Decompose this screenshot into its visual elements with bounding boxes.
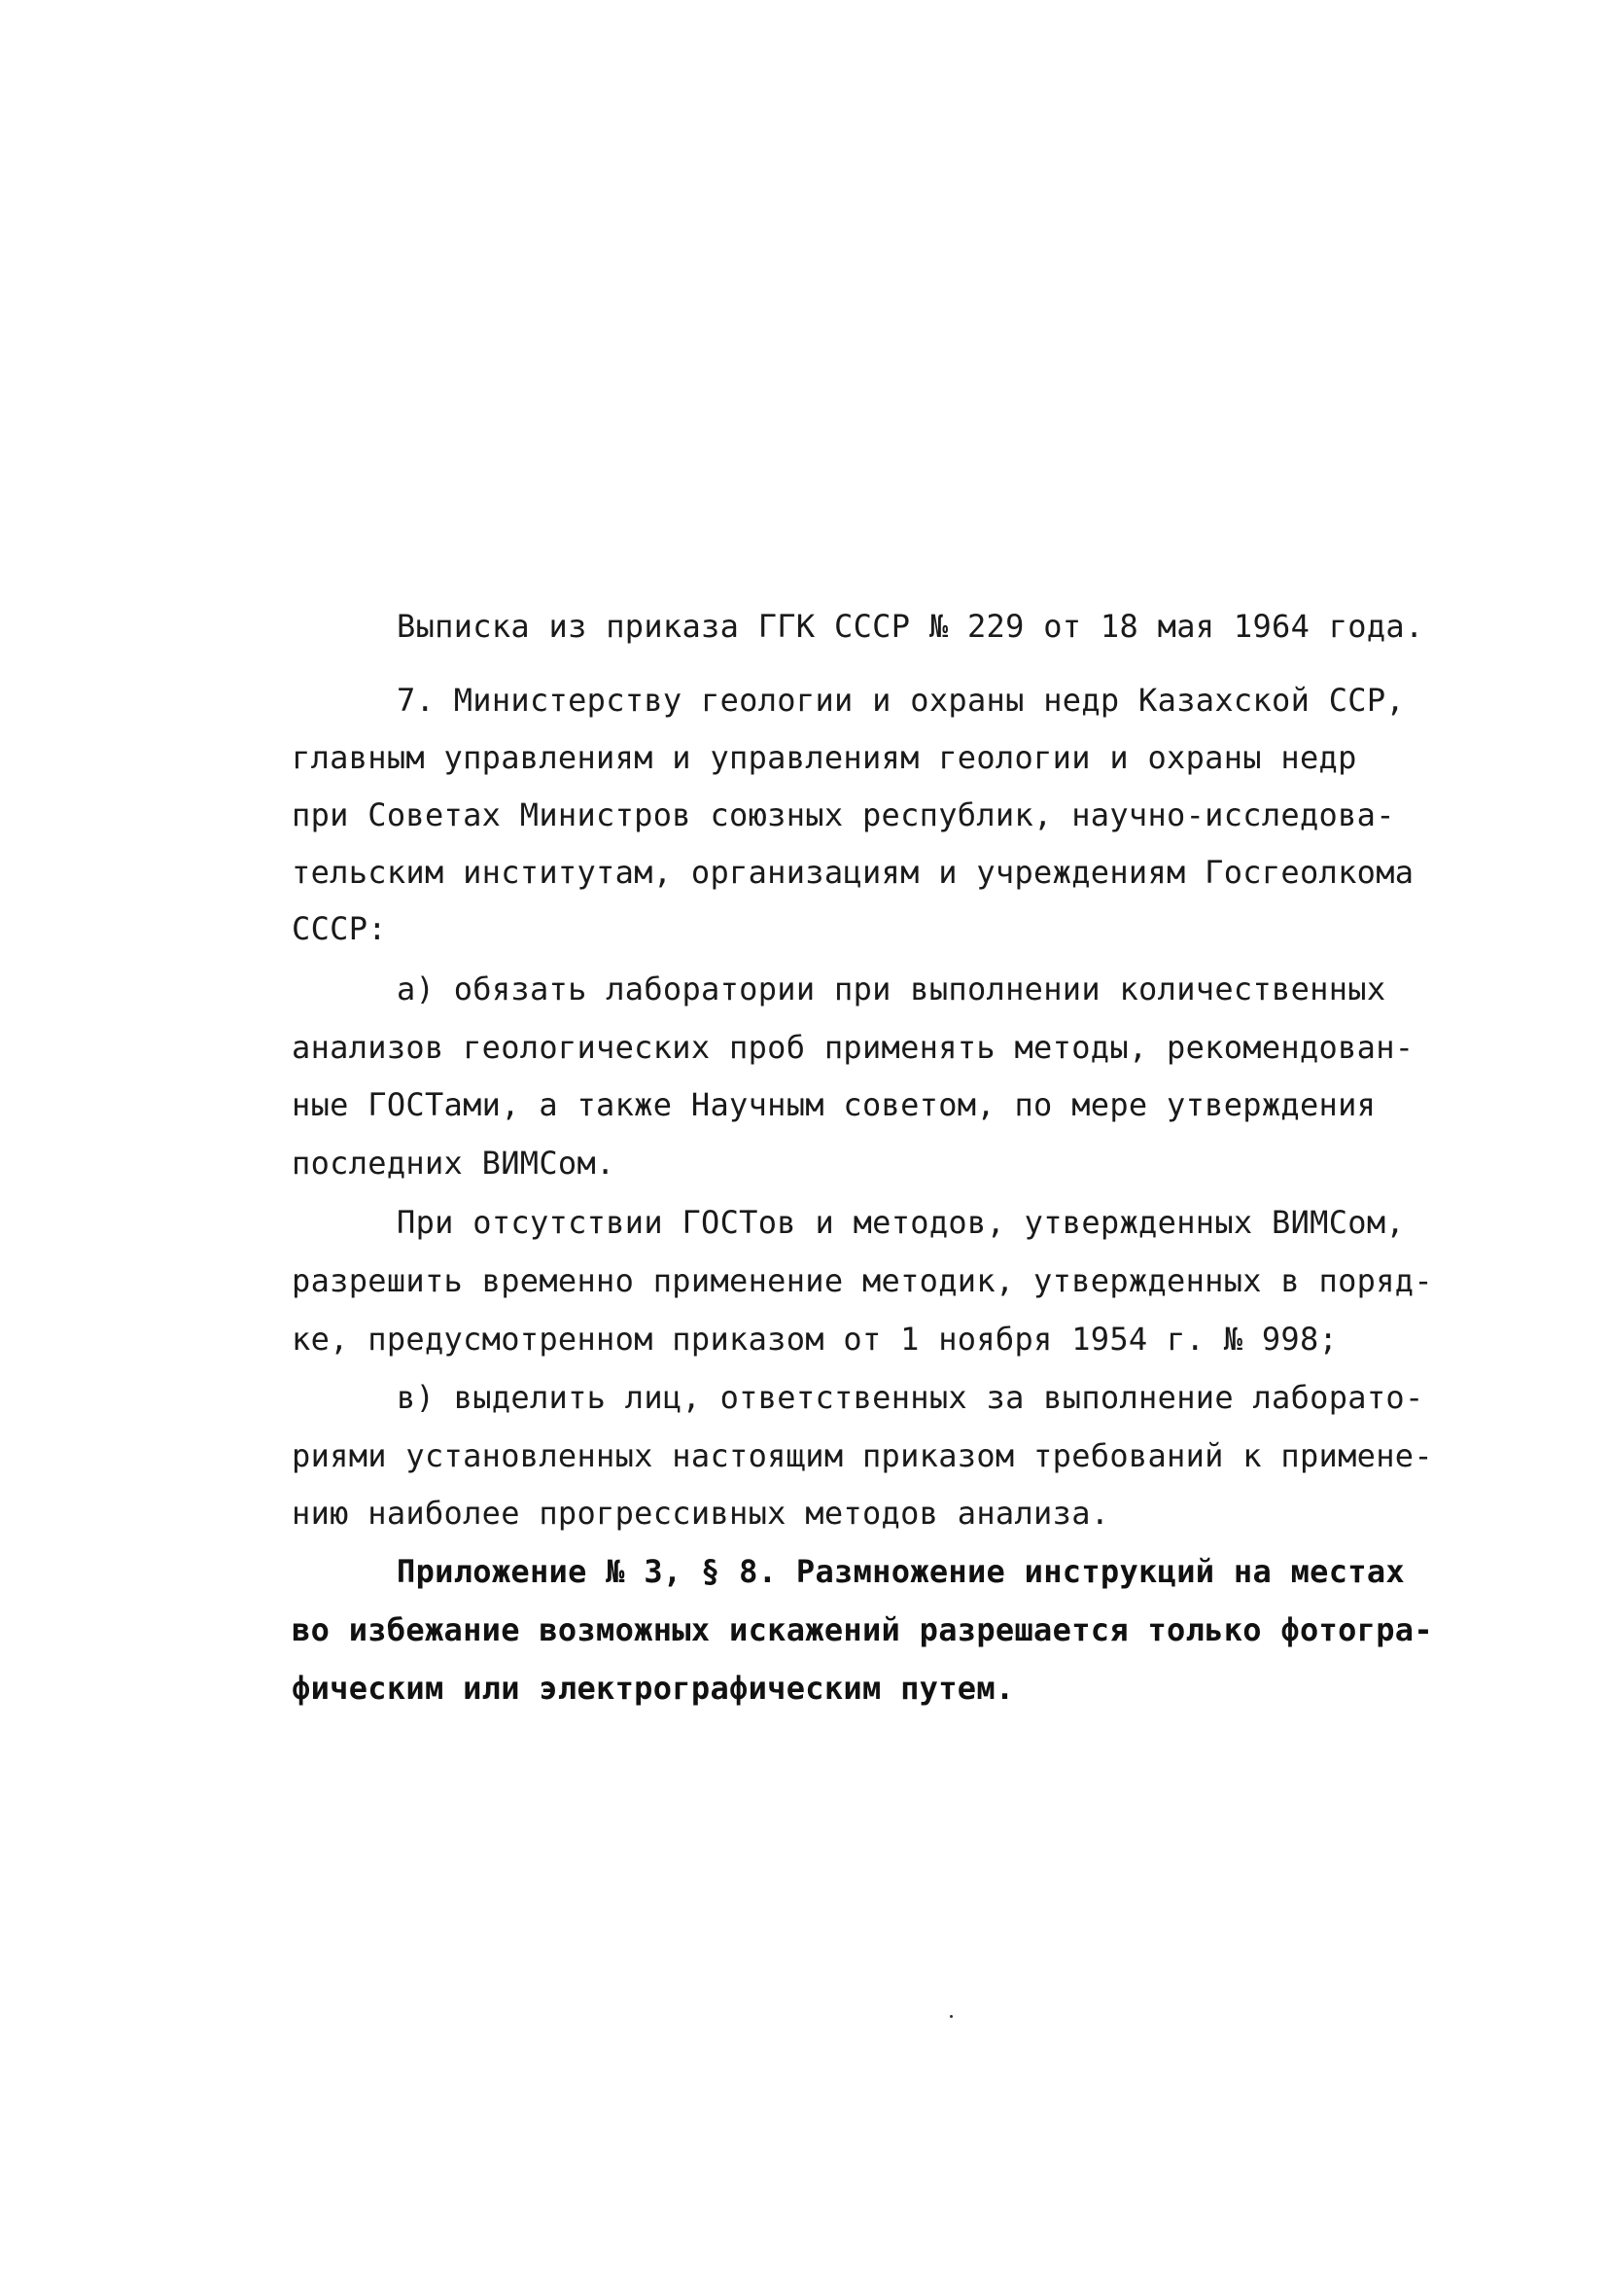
order-item-line-3: при Советах Министров союзных республик, научно-исследова- xyxy=(292,796,1395,833)
order-item-line-2: главным управлениям и управлениям геологии и охраны недр xyxy=(292,739,1357,776)
order-item-line-5: СССР: xyxy=(292,910,387,947)
clause-v-line-1: в) выделить лиц, ответственных за выполнение лаборато- xyxy=(397,1379,1424,1416)
clause-v-line-3: нию наиболее прогрессивных методов анализа. xyxy=(292,1495,1110,1532)
clause-a-line-2: анализов геологических проб применять методы, рекомендован- xyxy=(292,1029,1415,1066)
clause-b-line-1: При отсутствии ГОСТов и методов, утвержденных ВИМСом, xyxy=(397,1204,1405,1241)
clause-v-line-2: риями установленных настоящим приказом требований к примене- xyxy=(292,1437,1433,1474)
clause-b-line-3: ке, предусмотренном приказом от 1 ноября 1954 г. № 998; xyxy=(292,1321,1339,1358)
appendix-note-line-2: во избежание возможных искажений разрешается только фотогра- xyxy=(292,1611,1433,1648)
order-item-line-1: 7. Министерству геологии и охраны недр Казахской ССР, xyxy=(397,682,1405,719)
order-item-line-4: тельским институтам, организациям и учреждениям Госгеолкома xyxy=(292,854,1415,891)
document-heading: Выписка из приказа ГГК СССР № 229 от 18 мая 1964 года. xyxy=(397,608,1424,645)
appendix-note-line-3: фическим или электрографическим путем. xyxy=(292,1670,1015,1707)
clause-a-line-4: последних ВИМСом. xyxy=(292,1145,615,1182)
clause-b-line-2: разрешить временно применение методик, утвержденных в поряд- xyxy=(292,1262,1433,1299)
clause-a-line-1: а) обязать лаборатории при выполнении количественных xyxy=(397,971,1386,1007)
clause-a-line-3: ные ГОСТами, а также Научным советом, по мере утверждения xyxy=(292,1086,1377,1123)
appendix-note-line-1: Приложение № 3, § 8. Размножение инструкций на местах xyxy=(397,1553,1405,1590)
stray-dot-mark xyxy=(950,2015,953,2018)
